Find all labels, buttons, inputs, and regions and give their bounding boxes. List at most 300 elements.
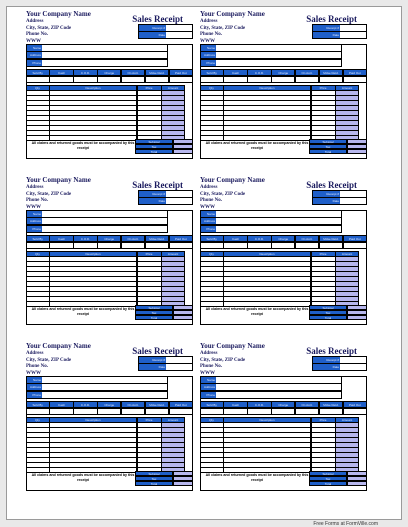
receipt-header: [26, 342, 193, 376]
field-label: Receipt #: [139, 357, 166, 363]
receipt-number-input[interactable]: [340, 357, 366, 363]
company-phone: Phone No.: [200, 32, 222, 37]
receipt-number-input[interactable]: [166, 357, 192, 363]
company-address-block: [200, 19, 245, 45]
company-phone: Phone No.: [200, 198, 222, 203]
order-grid: [200, 235, 367, 307]
company-address: Address: [26, 19, 44, 24]
receipt-header: [200, 342, 367, 376]
date-field: [312, 363, 367, 371]
receipt-number-date: [312, 190, 367, 205]
receipt-footer: [26, 139, 193, 159]
order-value-row: [26, 408, 193, 415]
order-header: On Acct.: [121, 401, 145, 408]
order-cell[interactable]: [145, 242, 169, 249]
sales-receipt: [200, 10, 367, 159]
order-cell[interactable]: [73, 408, 97, 415]
sales-receipt: [200, 342, 367, 491]
item-table: [200, 417, 367, 473]
total-label: Subtotal: [309, 471, 347, 477]
total-input[interactable]: [347, 149, 368, 155]
order-value-row: [26, 76, 193, 83]
order-cell[interactable]: [49, 408, 73, 415]
totals-block: [135, 139, 193, 154]
field-label: Phone: [27, 226, 42, 232]
company-name: Your Company Name: [26, 10, 91, 18]
customer-fields: [26, 376, 193, 399]
item-header: Amount: [161, 251, 185, 257]
total-label: Tax: [135, 144, 173, 150]
total-row: [309, 149, 367, 155]
customer-phone-input[interactable]: [42, 60, 167, 66]
order-header: Mdse Retd.: [319, 235, 343, 242]
receipt-number-date: [312, 356, 367, 371]
date-input[interactable]: [166, 198, 192, 204]
order-cell[interactable]: [247, 408, 271, 415]
customer-fields: [26, 44, 193, 67]
order-cell[interactable]: [26, 408, 50, 415]
order-cell[interactable]: [169, 76, 193, 83]
returns-note: All claims and returned goods must be accompanied by this receipt: [205, 473, 309, 482]
date-input[interactable]: [340, 364, 366, 370]
order-cell[interactable]: [121, 408, 145, 415]
field-label: Name: [201, 377, 216, 383]
customer-address-field: [26, 51, 168, 59]
total-label: Tax: [309, 310, 347, 316]
company-city: City, State, ZIP Code: [200, 191, 246, 197]
company-city: City, State, ZIP Code: [200, 357, 246, 363]
order-header: On Acct.: [295, 401, 319, 408]
order-cell[interactable]: [49, 242, 73, 249]
order-cell[interactable]: [271, 242, 295, 249]
company-www: WWW: [26, 204, 41, 210]
field-label: Receipt #: [313, 25, 340, 31]
total-label: Tax: [309, 476, 347, 482]
order-header: C.O.D.: [73, 235, 97, 242]
field-label: Address: [27, 52, 42, 58]
customer-address-input[interactable]: [216, 218, 341, 224]
item-header: Amount: [335, 251, 359, 257]
customer-name-field: [26, 44, 168, 52]
item-header: Qty: [200, 251, 224, 257]
date-field: [138, 197, 193, 205]
totals-block: [135, 305, 193, 320]
order-value-row: [200, 76, 367, 83]
company-name: Your Company Name: [26, 176, 91, 184]
field-label: Address: [201, 218, 216, 224]
order-cell[interactable]: [145, 408, 169, 415]
receipt-header: [26, 10, 193, 44]
site-credit: Free Forms at FormVille.com: [313, 521, 378, 527]
field-label: Phone: [201, 226, 216, 232]
total-input[interactable]: [347, 481, 368, 487]
item-rows: [26, 422, 193, 473]
receipt-title: Sales Receipt: [132, 180, 183, 190]
total-label: Subtotal: [309, 139, 347, 145]
receipt-number-input[interactable]: [340, 191, 366, 197]
item-header: Description: [223, 251, 311, 257]
item-header: Price: [137, 251, 162, 257]
company-phone: Phone No.: [200, 364, 222, 369]
order-header: On Acct.: [121, 235, 145, 242]
order-cell[interactable]: [169, 408, 193, 415]
item-header: Amount: [161, 85, 185, 91]
total-row: [135, 315, 193, 321]
order-cell[interactable]: [121, 76, 145, 83]
company-name: Your Company Name: [26, 342, 91, 350]
order-cell[interactable]: [26, 242, 50, 249]
order-cell[interactable]: [97, 408, 121, 415]
order-cell[interactable]: [295, 76, 319, 83]
company-city: City, State, ZIP Code: [26, 191, 72, 197]
company-phone: Phone No.: [26, 364, 48, 369]
company-name: Your Company Name: [200, 10, 265, 18]
receipt-footer: [200, 305, 367, 325]
customer-address-field: [200, 383, 342, 391]
returns-note: All claims and returned goods must be accompanied by this receipt: [31, 307, 135, 316]
company-address-block: [200, 185, 245, 211]
item-header: Description: [49, 251, 137, 257]
item-table: [26, 417, 193, 473]
receipt-header: [200, 10, 367, 44]
order-header: On Acct.: [295, 235, 319, 242]
customer-name-input[interactable]: [42, 211, 167, 217]
customer-address-input[interactable]: [42, 218, 167, 224]
order-cell[interactable]: [200, 76, 224, 83]
order-header: Sold By: [200, 69, 224, 76]
customer-name-input[interactable]: [216, 211, 341, 217]
company-name: Your Company Name: [200, 176, 265, 184]
customer-name-field: [200, 210, 342, 218]
company-address-block: [200, 351, 245, 377]
item-header: Description: [223, 417, 311, 423]
field-label: Phone: [201, 60, 216, 66]
order-header: Charge: [271, 69, 295, 76]
customer-address-input[interactable]: [216, 384, 341, 390]
receipt-footer: [26, 305, 193, 325]
total-row: [309, 481, 367, 487]
customer-fields: [200, 376, 367, 399]
order-header: Cash: [223, 235, 247, 242]
company-address: Address: [200, 351, 218, 356]
total-label: Total: [309, 481, 347, 487]
company-city: City, State, ZIP Code: [26, 357, 72, 363]
date-field: [312, 197, 367, 205]
field-label: Name: [27, 377, 42, 383]
order-cell[interactable]: [49, 76, 73, 83]
order-header: Mdse Retd.: [145, 401, 169, 408]
order-header: C.O.D.: [247, 235, 271, 242]
customer-phone-input[interactable]: [216, 60, 341, 66]
company-www: WWW: [26, 38, 41, 44]
field-label: Phone: [27, 392, 42, 398]
total-label: Total: [309, 315, 347, 321]
total-row: [135, 149, 193, 155]
returns-note: All claims and returned goods must be accompanied by this receipt: [205, 141, 309, 150]
order-cell[interactable]: [295, 242, 319, 249]
item-table: [26, 251, 193, 307]
customer-phone-input[interactable]: [216, 226, 341, 232]
order-value-row: [26, 242, 193, 249]
item-rows: [200, 422, 367, 473]
total-label: Total: [135, 149, 173, 155]
order-cell[interactable]: [223, 408, 247, 415]
order-cell[interactable]: [73, 76, 97, 83]
receipt-title: Sales Receipt: [132, 346, 183, 356]
date-input[interactable]: [166, 364, 192, 370]
order-cell[interactable]: [247, 242, 271, 249]
field-label: Name: [201, 211, 216, 217]
customer-address-input[interactable]: [42, 52, 167, 58]
order-cell[interactable]: [200, 408, 224, 415]
receipt-number-input[interactable]: [166, 191, 192, 197]
customer-name-field: [200, 44, 342, 52]
receipt-number-date: [138, 24, 193, 39]
receipt-footer: [200, 139, 367, 159]
totals-block: [309, 305, 367, 320]
field-label: Address: [27, 218, 42, 224]
total-label: Subtotal: [135, 471, 173, 477]
field-label: Receipt #: [313, 357, 340, 363]
item-header: Price: [137, 85, 162, 91]
item-header: Description: [223, 85, 311, 91]
receipt-header: [26, 176, 193, 210]
receipt-footer: [26, 471, 193, 491]
order-cell[interactable]: [247, 76, 271, 83]
returns-note: All claims and returned goods must be accompanied by this receipt: [31, 141, 135, 150]
item-header: Qty: [200, 417, 224, 423]
field-label: Date: [139, 364, 166, 370]
item-header: Amount: [335, 85, 359, 91]
customer-phone-field: [26, 225, 168, 233]
order-header: Cash: [49, 69, 73, 76]
receipt-number-field: [138, 24, 193, 32]
sales-receipt: [26, 176, 193, 325]
sales-receipt: [200, 176, 367, 325]
order-header: Mdse Retd.: [145, 69, 169, 76]
order-cell[interactable]: [200, 242, 224, 249]
order-header: Cash: [49, 401, 73, 408]
order-header: Sold By: [26, 69, 50, 76]
order-header: Sold By: [26, 235, 50, 242]
field-label: Address: [201, 52, 216, 58]
receipt-title: Sales Receipt: [306, 346, 357, 356]
order-cell[interactable]: [319, 242, 343, 249]
field-label: Date: [313, 198, 340, 204]
item-header: Qty: [200, 85, 224, 91]
order-header: Charge: [97, 69, 121, 76]
customer-fields: [200, 44, 367, 67]
receipt-number-input[interactable]: [340, 25, 366, 31]
company-phone: Phone No.: [26, 32, 48, 37]
order-cell[interactable]: [271, 76, 295, 83]
order-header: Paid Out: [343, 69, 367, 76]
company-www: WWW: [200, 370, 215, 376]
customer-phone-input[interactable]: [42, 226, 167, 232]
field-label: Name: [27, 211, 42, 217]
returns-note: All claims and returned goods must be accompanied by this receipt: [31, 473, 135, 482]
order-grid: [200, 401, 367, 473]
date-input[interactable]: [166, 32, 192, 38]
order-header: Charge: [271, 401, 295, 408]
order-header: Charge: [271, 235, 295, 242]
order-header: Paid Out: [169, 401, 193, 408]
customer-fields: [200, 210, 367, 233]
total-label: Total: [135, 315, 173, 321]
total-input[interactable]: [173, 481, 194, 487]
order-header: Charge: [97, 401, 121, 408]
total-label: Tax: [135, 476, 173, 482]
customer-name-field: [200, 376, 342, 384]
total-row: [135, 481, 193, 487]
order-value-row: [200, 408, 367, 415]
order-cell[interactable]: [26, 76, 50, 83]
item-header: Price: [311, 251, 336, 257]
company-www: WWW: [200, 38, 215, 44]
customer-name-input[interactable]: [42, 377, 167, 383]
date-input[interactable]: [340, 32, 366, 38]
order-cell[interactable]: [223, 242, 247, 249]
order-cell[interactable]: [343, 242, 367, 249]
company-address: Address: [200, 185, 218, 190]
company-www: WWW: [26, 370, 41, 376]
order-value-row: [200, 242, 367, 249]
customer-phone-input[interactable]: [216, 392, 341, 398]
receipt-number-field: [312, 24, 367, 32]
customer-phone-field: [200, 59, 342, 67]
customer-address-field: [200, 217, 342, 225]
order-header: Paid Out: [169, 69, 193, 76]
order-grid: [200, 69, 367, 141]
order-cell[interactable]: [319, 408, 343, 415]
field-label: Date: [313, 364, 340, 370]
order-header: Sold By: [200, 401, 224, 408]
item-rows: [200, 90, 367, 141]
order-grid: [26, 69, 193, 141]
total-input[interactable]: [173, 149, 194, 155]
order-cell[interactable]: [121, 242, 145, 249]
order-cell[interactable]: [97, 76, 121, 83]
total-input[interactable]: [347, 315, 368, 321]
order-header: C.O.D.: [73, 401, 97, 408]
order-grid: [26, 401, 193, 473]
order-header: C.O.D.: [247, 401, 271, 408]
receipt-number-field: [312, 190, 367, 198]
sales-receipt: [26, 342, 193, 491]
total-label: Subtotal: [135, 305, 173, 311]
customer-phone-field: [26, 391, 168, 399]
order-header: Sold By: [200, 235, 224, 242]
company-name: Your Company Name: [200, 342, 265, 350]
order-cell[interactable]: [271, 408, 295, 415]
order-header: Cash: [223, 69, 247, 76]
order-header: Mdse Retd.: [319, 401, 343, 408]
receipt-title: Sales Receipt: [306, 14, 357, 24]
customer-name-input[interactable]: [216, 45, 341, 51]
order-cell[interactable]: [343, 408, 367, 415]
total-input[interactable]: [173, 315, 194, 321]
date-field: [312, 31, 367, 39]
item-header: Amount: [335, 417, 359, 423]
order-header: Cash: [49, 235, 73, 242]
order-cell[interactable]: [295, 408, 319, 415]
order-header: Paid Out: [343, 401, 367, 408]
customer-fields: [26, 210, 193, 233]
receipt-title: Sales Receipt: [132, 14, 183, 24]
order-header: Mdse Retd.: [319, 69, 343, 76]
receipt-number-date: [138, 356, 193, 371]
total-row: [309, 315, 367, 321]
date-input[interactable]: [340, 198, 366, 204]
item-rows: [200, 256, 367, 307]
customer-address-input[interactable]: [42, 384, 167, 390]
order-cell[interactable]: [73, 242, 97, 249]
order-cell[interactable]: [145, 76, 169, 83]
order-cell[interactable]: [343, 76, 367, 83]
customer-name-input[interactable]: [216, 377, 341, 383]
company-address: Address: [26, 185, 44, 190]
field-label: Phone: [201, 392, 216, 398]
order-cell[interactable]: [319, 76, 343, 83]
receipt-number-date: [312, 24, 367, 39]
total-label: Subtotal: [135, 139, 173, 145]
date-field: [138, 363, 193, 371]
receipt-number-input[interactable]: [166, 25, 192, 31]
order-grid: [26, 235, 193, 307]
field-label: Phone: [27, 60, 42, 66]
order-cell[interactable]: [169, 242, 193, 249]
item-header: Qty: [26, 85, 50, 91]
field-label: Receipt #: [313, 191, 340, 197]
total-label: Total: [309, 149, 347, 155]
receipt-title: Sales Receipt: [306, 180, 357, 190]
order-header: Sold By: [26, 401, 50, 408]
total-label: Tax: [309, 144, 347, 150]
order-header: On Acct.: [121, 69, 145, 76]
field-label: Date: [139, 198, 166, 204]
item-header: Amount: [161, 417, 185, 423]
item-rows: [26, 256, 193, 307]
order-header: Paid Out: [343, 235, 367, 242]
totals-block: [135, 471, 193, 486]
customer-name-input[interactable]: [42, 45, 167, 51]
order-header: On Acct.: [295, 69, 319, 76]
company-address-block: [26, 185, 71, 211]
item-header: Qty: [26, 251, 50, 257]
company-phone: Phone No.: [26, 198, 48, 203]
order-cell[interactable]: [97, 242, 121, 249]
company-city: City, State, ZIP Code: [26, 25, 72, 31]
field-label: Name: [201, 45, 216, 51]
order-header: Mdse Retd.: [145, 235, 169, 242]
item-rows: [26, 90, 193, 141]
company-address-block: [26, 19, 71, 45]
field-label: Address: [201, 384, 216, 390]
totals-block: [309, 471, 367, 486]
field-label: Receipt #: [139, 191, 166, 197]
customer-phone-input[interactable]: [42, 392, 167, 398]
customer-phone-field: [200, 391, 342, 399]
customer-phone-field: [200, 225, 342, 233]
order-cell[interactable]: [223, 76, 247, 83]
item-table: [200, 251, 367, 307]
customer-name-field: [26, 210, 168, 218]
order-header: Paid Out: [169, 235, 193, 242]
item-table: [200, 85, 367, 141]
receipt-number-field: [138, 356, 193, 364]
order-header: C.O.D.: [73, 69, 97, 76]
customer-address-input[interactable]: [216, 52, 341, 58]
